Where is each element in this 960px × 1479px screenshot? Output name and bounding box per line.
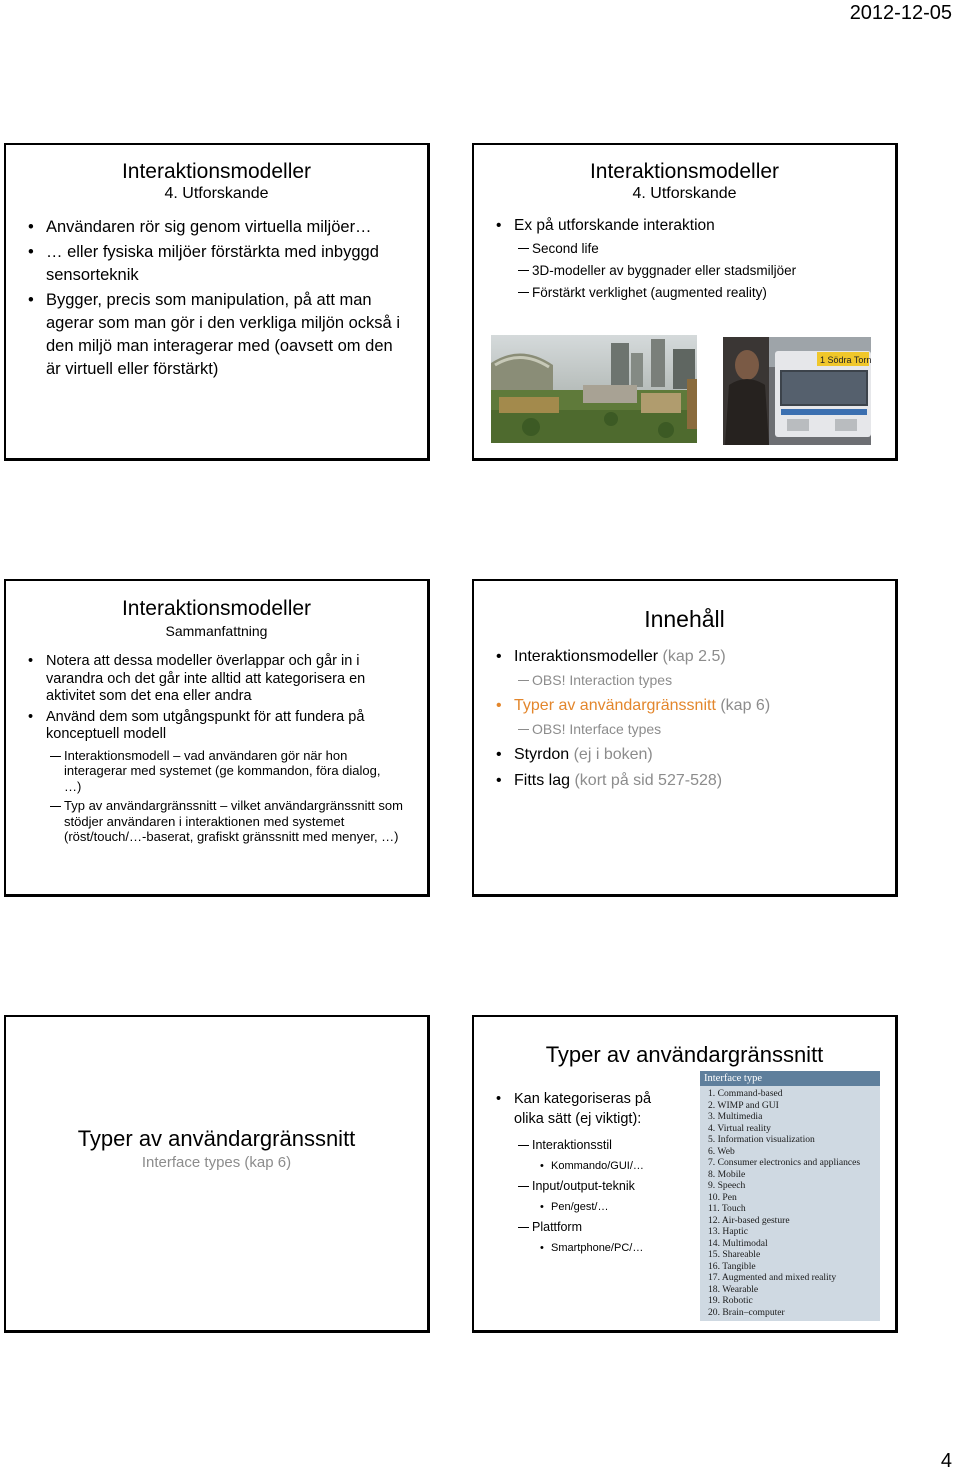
contents-subitem: OBS! Interaction types (474, 672, 895, 689)
sub-sub-bullet: • Kommando/GUI/… (474, 1159, 684, 1174)
sub-bullet: Förstärkt verklighet (augmented reality) (474, 284, 895, 301)
contents-item (474, 745, 895, 765)
bullet: • Notera att dessa modeller överlappar och går in i varandra och det går inte alltid att kategorisera en aktivitet som det ena eller andra (6, 653, 427, 706)
interface-type-item: 3. Multimedia (708, 1111, 763, 1122)
augmented-reality-bus-image (723, 337, 871, 445)
contents-item-note: (ej i boken) (573, 746, 653, 763)
interface-type-item: 2. WIMP and GUI (708, 1099, 779, 1111)
interface-type-item: 15. Shareable (708, 1249, 761, 1260)
bullet: • Ex på utforskande interaktion (474, 216, 895, 236)
interface-type-item: 1. Command-based (708, 1088, 783, 1099)
sub-bullet: Interaktionsmodell – vad användaren gör när hon interagerar med systemet (ge kommandon, föra dialog, …) (6, 748, 427, 795)
interface-type-item: 9. Speech (708, 1180, 746, 1191)
bullet: • Bygger, precis som manipulation, på att man agerar som man gör i den verkliga miljön också i den miljö man interagerar med (oavsett om den är virtuell eller förstärkt) (6, 289, 427, 381)
contents-list (474, 647, 895, 791)
interface-type-item: 10. Pen (708, 1191, 737, 1203)
interface-type-item: 13. Haptic (708, 1226, 748, 1237)
contents-item-note: (kap 6) (720, 697, 771, 714)
interface-type-item: 20. Brain–computer (708, 1306, 785, 1318)
bullet: • Använd dem som utgångspunkt för att fundera på konceptuell modell (6, 709, 427, 744)
slide-subtitle: 4. Utforskande (632, 185, 737, 202)
contents-item-note: (kort på sid 527-528) (574, 772, 723, 789)
slide-2 (472, 143, 898, 461)
slide-6 (472, 1015, 898, 1333)
contents-item-note: (kap 2.5) (662, 648, 726, 665)
interface-type-item: 7. Consumer electronics and appliances (708, 1157, 861, 1168)
sub-sub-bullet: • Pen/gest/… (474, 1200, 684, 1215)
bus-sign-text: 1 Södra Torn (820, 355, 871, 365)
sub-bullet: Input/output-teknik (474, 1178, 684, 1195)
slide-title: Interaktionsmodeller (589, 160, 780, 183)
interface-type-item: 18. Wearable (708, 1283, 759, 1295)
interface-type-item: 12. Air-based gesture (708, 1214, 790, 1226)
sub-bullet: Second life (474, 240, 895, 257)
contents-item (474, 647, 895, 667)
contents-item-label: Styrdon (514, 746, 570, 763)
contents-item-label: Typer av användargränssnitt (514, 697, 716, 714)
page-date: 2012-12-05 (849, 2, 952, 24)
interface-type-item: 5. Information visualization (708, 1134, 815, 1145)
interface-type-item: 16. Tangible (708, 1260, 756, 1272)
interface-type-item: 4. Virtual reality (708, 1122, 771, 1134)
slide-subtitle: 4. Utforskande (164, 185, 269, 202)
slide-1 (4, 143, 430, 461)
contents-subitem: OBS! Interface types (474, 721, 895, 738)
bullet: • … eller fysiska miljöer förstärkta med inbyggd sensorteknik (6, 241, 427, 287)
interface-type-item: 8. Mobile (708, 1168, 746, 1180)
interface-type-item: 19. Robotic (708, 1295, 753, 1306)
sub-bullet: Plattform (474, 1219, 684, 1236)
sub-bullet: Typ av användargränssnitt – vilket användargränssnitt som stödjer användaren i interaktionen med systemet (röst/touch/…-baserat, grafiskt gränssnitt med menyer, …) (6, 798, 427, 845)
interface-type-item: 11. Touch (708, 1203, 746, 1214)
slide-title: Interaktionsmodeller (121, 160, 312, 183)
interface-type-item: 6. Web (708, 1145, 735, 1157)
bullet-list (6, 216, 427, 381)
interface-type-table (700, 1071, 880, 1321)
contents-item-label: Interaktionsmodeller (514, 648, 659, 665)
second-life-image (491, 335, 697, 443)
interface-type-item: 14. Multimodal (708, 1237, 768, 1249)
slide-3 (4, 579, 430, 897)
slide-5 (4, 1015, 430, 1333)
interface-type-item: 17. Augmented and mixed reality (708, 1272, 837, 1283)
slide-subtitle: Interface types (kap 6) (141, 1154, 292, 1171)
bullet: • Kan kategoriseras på olika sätt (ej viktigt): (474, 1089, 684, 1129)
bullet-list (474, 216, 895, 301)
contents-item (474, 771, 895, 791)
page-number: 4 (940, 1450, 952, 1472)
sub-bullet: Interaktionsstil (474, 1137, 684, 1154)
interface-type-header: Interface type (700, 1071, 880, 1086)
bullet: • Användaren rör sig genom virtuella miljöer… (6, 216, 427, 239)
bullet-list (474, 1089, 684, 1256)
slide-title: Typer av användargränssnitt (545, 1042, 824, 1067)
sub-bullet: 3D-modeller av byggnader eller stadsmiljöer (474, 262, 895, 279)
slide-title: Interaktionsmodeller (121, 597, 312, 620)
slide-title: Typer av användargränssnitt (77, 1126, 356, 1151)
slide-4 (472, 579, 898, 897)
bullet-list (6, 653, 427, 845)
contents-item (474, 696, 895, 716)
slide-title: Innehåll (644, 606, 725, 632)
slide-subtitle: Sammanfattning (165, 623, 268, 639)
interface-type-list (700, 1086, 880, 1318)
sub-sub-bullet: • Smartphone/PC/… (474, 1241, 684, 1256)
contents-item-label: Fitts lag (514, 772, 571, 789)
